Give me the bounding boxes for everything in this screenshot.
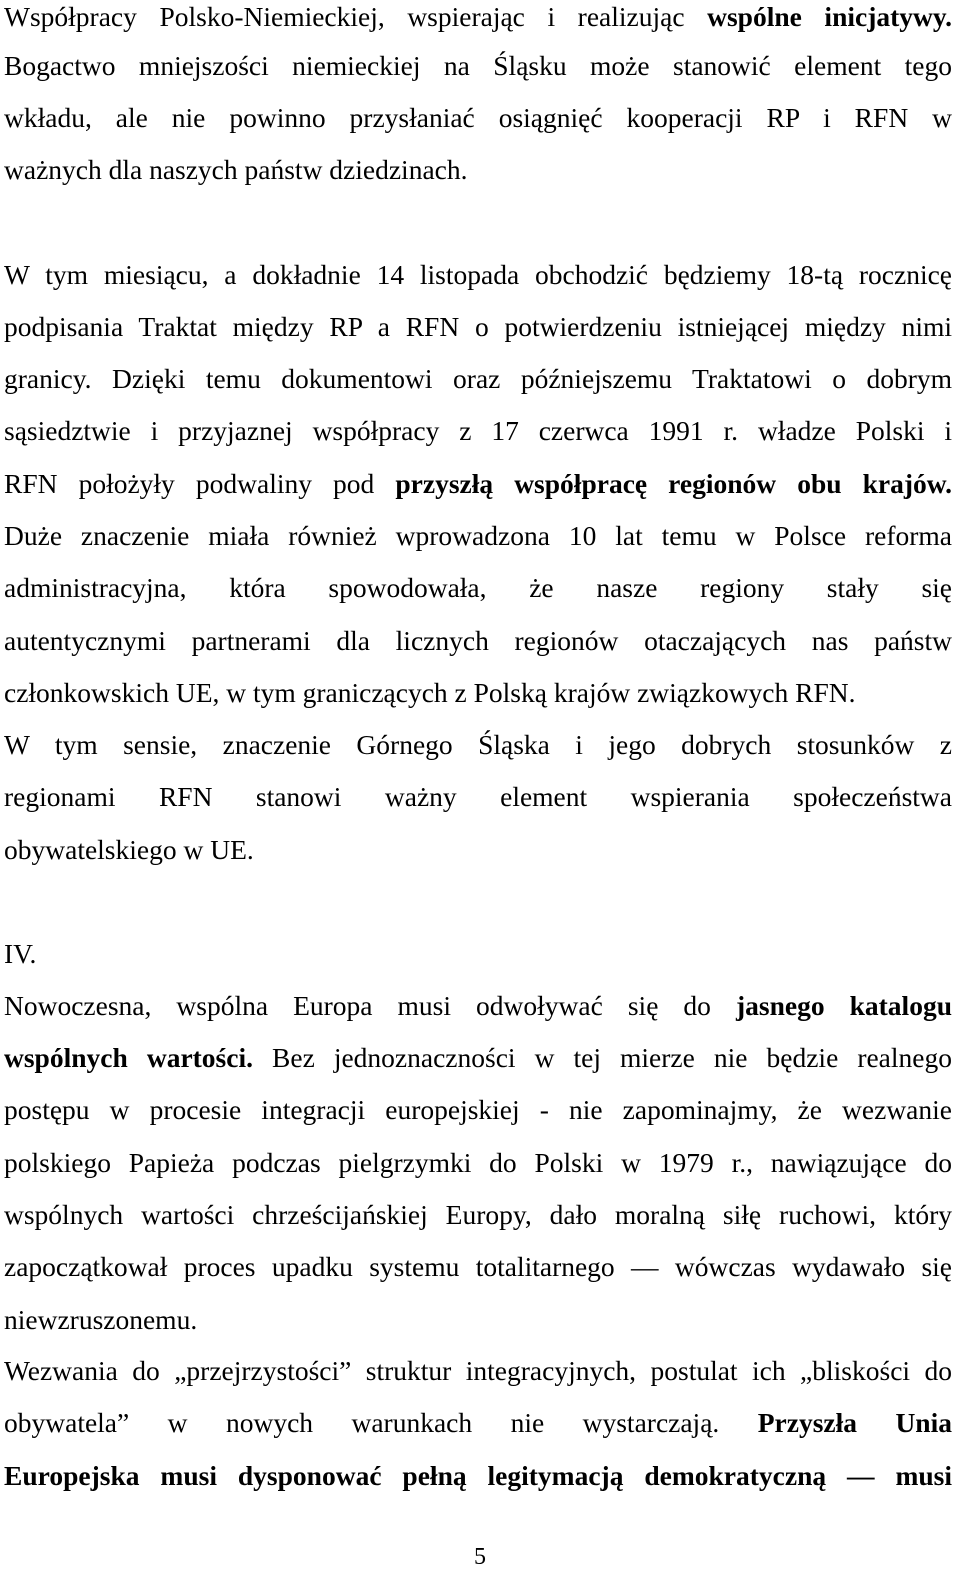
text-line	[4, 1198, 952, 1232]
text-run: Nowoczesna, wspólna Europa musi odwoływać się do	[4, 990, 736, 1021]
text-run: zapoczątkował proces upadku systemu totalitarnego — wówczas wydawało się	[4, 1251, 952, 1282]
text-run: postępu w procesie integracji europejskiej - nie zapominajmy, że wezwanie	[4, 1094, 952, 1125]
text-line	[4, 0, 952, 34]
text-run: autentycznymi partnerami dla licznych regionów otaczających nas państw	[4, 625, 952, 656]
text-run: RFN położyły podwaliny pod	[4, 468, 396, 499]
bold-text-run: Przyszła Unia	[757, 1407, 952, 1438]
text-line	[4, 467, 952, 501]
page-number: 5	[474, 1544, 486, 1570]
bold-text-run: wspólnych wartości.	[4, 1042, 253, 1073]
section-heading	[4, 937, 952, 971]
text-line	[4, 1406, 952, 1440]
text-run: W tym sensie, znaczenie Górnego Śląska i jego dobrych stosunków z	[4, 729, 952, 760]
text-run: Wezwania do „przejrzystości” struktur integracyjnych, postulat ich „bliskości do	[4, 1355, 952, 1386]
text-line	[4, 258, 952, 292]
text-line	[4, 728, 952, 762]
text-line	[4, 101, 952, 135]
text-run: obywatela” w nowych warunkach nie wystarczają.	[4, 1407, 758, 1438]
text-run: ważnych dla naszych państw dziedzinach.	[4, 154, 468, 185]
text-line	[4, 1303, 952, 1337]
bold-text-run: wspólne inicjatywy.	[707, 1, 952, 32]
text-run: granicy. Dzięki temu dokumentowi oraz późniejszemu Traktatowi o dobrym	[4, 363, 952, 394]
text-line	[4, 833, 952, 867]
text-line	[4, 519, 952, 553]
text-run: Bogactwo mniejszości niemieckiej na Śląsku może stanowić element tego	[4, 50, 952, 81]
text-run: Bez jednoznaczności w tej mierze nie będzie realnego	[252, 1042, 952, 1073]
text-line	[4, 1146, 952, 1180]
text-line	[4, 989, 952, 1023]
text-line	[4, 1093, 952, 1127]
text-run: regionami RFN stanowi ważny element wspierania społeczeństwa	[4, 781, 952, 812]
text-run: IV.	[4, 938, 37, 969]
text-run: Duże znaczenie miała również wprowadzona 10 lat temu w Polsce reforma	[4, 520, 952, 551]
text-run: wkładu, ale nie powinno przysłaniać osiągnięć kooperacji RP i RFN w	[4, 102, 952, 133]
text-line	[4, 310, 952, 344]
text-run: administracyjna, która spowodowała, że nasze regiony stały się	[4, 572, 952, 603]
text-line	[4, 153, 952, 187]
text-run: W tym miesiącu, a dokładnie 14 listopada obchodzić będziemy 18-tą rocznicę	[4, 259, 952, 290]
text-line	[4, 1250, 952, 1284]
text-line	[4, 571, 952, 605]
text-line	[4, 624, 952, 658]
bold-text-run: Europejska musi dysponować pełną legitymacją demokratyczną — musi	[4, 1460, 952, 1491]
text-run: polskiego Papieża podczas pielgrzymki do Polski w 1979 r., nawiązujące do	[4, 1147, 952, 1178]
text-line	[4, 1354, 952, 1388]
text-line	[4, 676, 952, 710]
text-line	[4, 780, 952, 814]
text-run: obywatelskiego w UE.	[4, 834, 254, 865]
text-line	[4, 362, 952, 396]
bold-text-run: jasnego katalogu	[735, 990, 952, 1021]
bold-text-run: przyszłą współpracę regionów obu krajów.	[395, 468, 952, 499]
text-run: Współpracy Polsko-Niemieckiej, wspierając i realizując	[4, 1, 708, 32]
text-run: sąsiedztwie i przyjaznej współpracy z 17 czerwca 1991 r. władze Polski i	[4, 415, 952, 446]
text-line	[4, 49, 952, 83]
text-line	[4, 414, 952, 448]
text-run: podpisania Traktat między RP a RFN o potwierdzeniu istniejącej między nimi	[4, 311, 952, 342]
text-line	[4, 1041, 952, 1075]
text-run: wspólnych wartości chrześcijańskiej Europy, dało moralną siłę ruchowi, który	[4, 1199, 952, 1230]
text-run: członkowskich UE, w tym graniczących z Polską krajów związkowych RFN.	[4, 677, 856, 708]
text-line	[4, 1459, 952, 1493]
text-run: niewzruszonemu.	[4, 1304, 198, 1335]
